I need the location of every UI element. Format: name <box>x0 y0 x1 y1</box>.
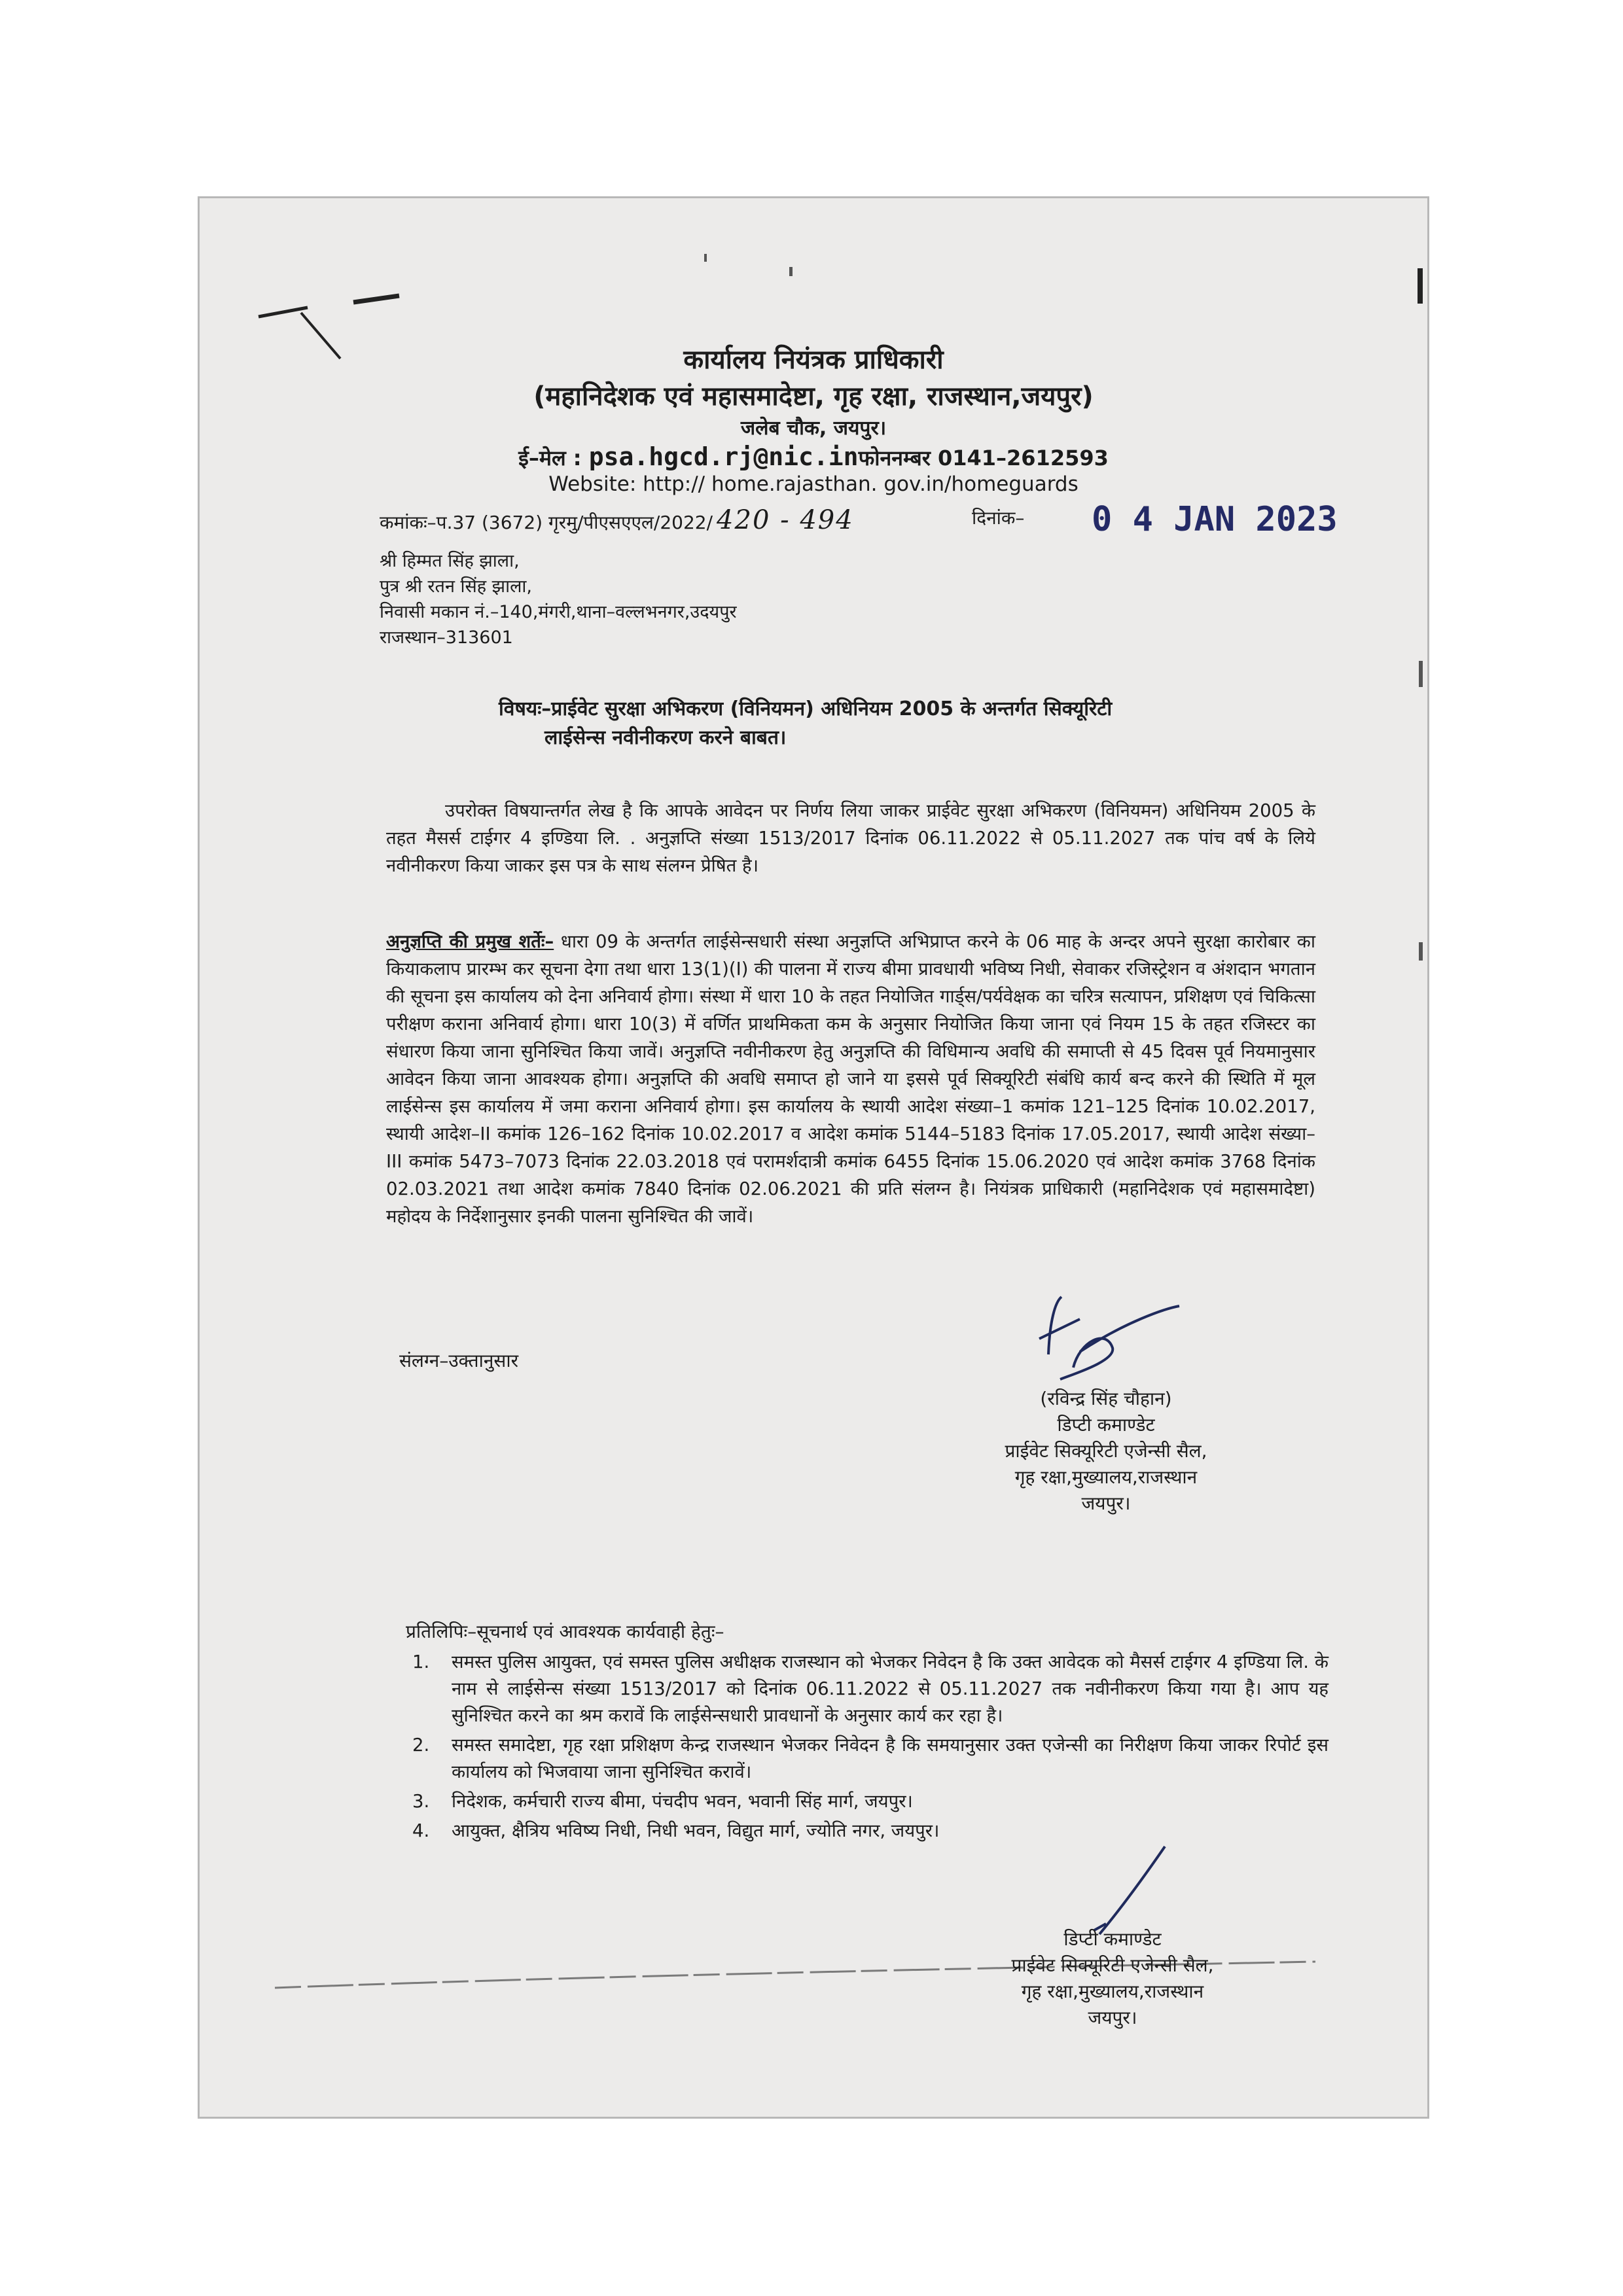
office-title: कार्यालय नियंत्रक प्राधिकारी <box>683 345 944 375</box>
signature-block-2 <box>942 1926 1283 2031</box>
addressee-line: पुत्र श्री रतन सिंह झाला, <box>380 576 532 597</box>
addressee-line: राजस्थान–313601 <box>380 627 513 648</box>
contact-line <box>198 442 1429 472</box>
signatory-cell: प्राईवेट सिक्यूरिटी एजेन्सी सैल, <box>1005 1440 1207 1462</box>
signature-2 <box>1094 1846 1165 1934</box>
phone-label: फोननम्बर <box>858 446 931 470</box>
addressee-block <box>380 548 737 650</box>
phone-number: 0141–2612593 <box>937 446 1109 470</box>
subject-line-2: लाईसेन्स नवीनीकरण करने बाबत। <box>544 726 787 749</box>
signatory-hq: गृह रक्षा,मुख्यालय,राजस्थान <box>1014 1466 1198 1488</box>
list-item <box>412 1649 1329 1729</box>
signatory-hq: गृह रक्षा,मुख्यालय,राजस्थान <box>1021 1981 1204 2002</box>
signature-block-1 <box>936 1386 1276 1517</box>
list-item-number: 2. <box>412 1735 430 1756</box>
conditions-heading: अनुज्ञप्ति की प्रमुख शर्तेः– <box>386 931 554 952</box>
body-paragraph-1: उपरोक्त विषयान्तर्गत लेख है कि आपके आवेदन पर निर्णय लिया जाकर प्राईवेट सुरक्षा अभिकरण (विनियमन) अधिनियम 2005 के तहत मैसर्स टाईगर 4 इण्डिया लि. . अनुज्ञप्ति संख्या 1513/2017 दिनांक 06.11.2022 से 05.11.2027 तक पांच वर्ष के लिये नवीनीकरण किया जाकर इस पत्र के साथ संलग्न प्रेषित है। <box>386 800 1315 876</box>
reference-printed: कमांकः–प.37 (3672) गृरमु/पीएसएएल/2022/ <box>380 512 713 533</box>
date-label: दिनांक– <box>972 507 1025 529</box>
copy-to-list <box>412 1649 1329 1845</box>
email-label: ई–मेल : <box>518 446 582 470</box>
office-location: जलेब चौक, जयपुर। <box>740 417 887 440</box>
copy-to-heading: प्रतिलिपिः–सूचनार्थ एवं आवश्यक कार्यवाही हेतुः– <box>406 1621 724 1642</box>
addressee-line: श्री हिम्मत सिंह झाला, <box>380 551 520 571</box>
conditions-text: धारा 09 के अन्तर्गत लाईसेन्सधारी संस्था अनुज्ञप्ति अभिप्राप्त करने के 06 माह के अन्दर अपने सुरक्षा कारोबार का कियाकलाप प्रारम्भ कर सूचना देगा तथा धारा 13(1)(I) की पालना में राज्य बीमा प्रावधायी भविष्य निधी, सेवाकर रजिस्ट्रेशन व अंशदान भगतान की सूचना इस कार्यालय को देना अनिवार्य होगा। संस्था में धारा 10 के तहत नियोजित गार्ड्स/पर्यवेक्षक का चरित्र सत्यापन, प्रशिक्षण एवं चिकित्सा परीक्षण कराना अनिवार्य होगा। धारा 10(3) में वर्णित प्राथमिकता कम के अनुसार नियोजित किया जाना एवं नियम 15 के तहत रजिस्टर का संधारण किया जाना सुनिश्चित किया जावें। अनुज्ञप्ति नवीनीकरण हेतु अनुज्ञप्ति की विधिमान्य अवधि की समाप्ती से 45 दिवस पूर्व नियमानुसार आवेदन किया जाना आवश्यक होगा। अनुज्ञप्ति की अवधि समाप्त हो जाने या इससे पूर्व सिक्यूरिटी संबंधि कार्य बन्द करने की स्थिति में मूल लाईसेन्स इस कार्यालय में जमा कराना अनिवार्य होगा। इस कार्यालय के स्थायी आदेश संख्या–1 कमांक 121–125 दिनांक 10.02.2017, स्थायी आदेश–II कमांक 126–162 दिनांक 10.02.2017 व आदेश कमांक 5144–5183 दिनांक 17.05.2017, स्थायी आदेश संख्या–III कमांक 5473–7073 दिनांक 22.03.2018 एवं परामर्शदात्री कमांक 6455 दिनांक 15.06.2020 एवं आदेश कमांक 3768 दिनांक 02.03.2021 तथा आदेश कमांक 7840 दिनांक 02.06.2021 की प्रति संलग्न है। नियंत्रक प्राधिकारी (महानिदेशक एवं महासमादेष्टा) महोदय के निर्देशानुसार इनकी पालना सुनिश्चित की जावें। <box>386 931 1315 1227</box>
subject-line-1: विषयः–प्राईवेट सुरक्षा अभिकरण (विनियमन) अधिनियम 2005 के अन्तर्गत सिक्यूरिटी <box>499 698 1113 720</box>
office-parent: (महानिदेशक एवं महासमादेष्टा, गृह रक्षा, राजस्थान,जयपुर) <box>533 381 1094 412</box>
list-item <box>412 1732 1329 1786</box>
date-stamp: 0 4 JAN 2023 <box>1092 500 1338 539</box>
list-item <box>412 1818 1329 1845</box>
list-item-text: समस्त पुलिस आयुक्त, एवं समस्त पुलिस अधीक्षक राजस्थान को भेजकर निवेदन है कि उक्त आवेदक को मैसर्स टाईगर 4 इण्डिया लि. के नाम से लाईसेन्स संख्या 1513/2017 को दिनांक 06.11.2022 से 05.11.2027 तक नवीनीकरण किया गया है। आप यह सुनिश्चित करने का श्रम करावें कि लाईसेन्सधारी प्रावधानों के अनुसार कार्य कर रहा है। <box>452 1651 1329 1726</box>
reference-number <box>380 505 854 535</box>
list-item-number: 1. <box>412 1651 430 1672</box>
list-item-number: 4. <box>412 1820 430 1841</box>
signatory-name: (रविन्द्र सिंह चौहान) <box>1040 1388 1172 1409</box>
list-item-text: आयुक्त, क्षैत्रिय भविष्य निधी, निधी भवन, विद्युत मार्ग, ज्योति नगर, जयपुर। <box>452 1820 940 1841</box>
signatory-city: जयपुर। <box>1088 2007 1137 2028</box>
subject <box>499 695 1232 752</box>
addressee-line: निवासी मकान नं.–140,मंगरी,थाना–वल्लभनगर,उदयपुर <box>380 602 737 622</box>
signatory-city: जयपुर। <box>1081 1492 1131 1514</box>
signatory-designation: डिप्टी कमाण्डेट <box>1057 1414 1155 1436</box>
email-address: psa.hgcd.rj@nic.in <box>588 442 859 471</box>
enclosure-note: संलग्न–उक्तानुसार <box>399 1350 519 1371</box>
reference-handwritten: 420 - 494 <box>717 505 854 535</box>
signatory-designation: डिप्टी कमाण्डेट <box>1063 1928 1162 1950</box>
list-item-text: समस्त समादेष्टा, गृह रक्षा प्रशिक्षण केन्द्र राजस्थान भेजकर निवेदन है कि समयानुसार उक्त एजेन्सी का निरीक्षण किया जाकर रिपोर्ट इस कार्यालय को भिजवाया जाना सुनिश्चित करावें। <box>452 1735 1329 1782</box>
body-paragraph-2 <box>386 928 1315 1230</box>
list-item-number: 3. <box>412 1791 430 1812</box>
list-item-text: निदेशक, कर्मचारी राज्य बीमा, पंचदीप भवन, भवानी सिंह मार्ग, जयपुर। <box>452 1791 913 1812</box>
signatory-cell: प्राईवेट सिक्यूरिटी एजेन्सी सैल, <box>1011 1954 1214 1976</box>
signature-1 <box>1039 1297 1179 1379</box>
list-item <box>412 1788 1329 1815</box>
website-line: Website: http:// home.rajasthan. gov.in/homeguards <box>548 472 1079 496</box>
